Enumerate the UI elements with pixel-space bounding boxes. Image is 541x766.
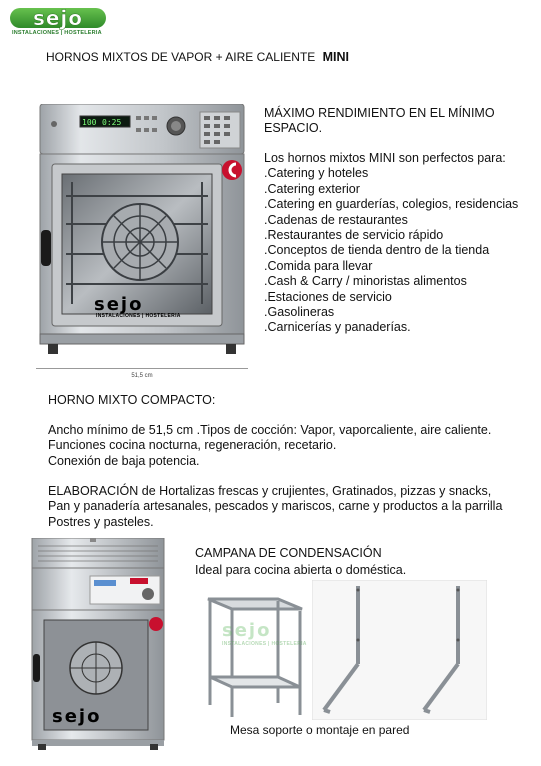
elaboration-keyword: ELABORACIÓN	[48, 484, 139, 498]
compact-heading: HORNO MIXTO COMPACTO:	[48, 393, 216, 407]
display-value-time: 0:25	[102, 118, 122, 127]
watermark-center-word: sejo	[222, 620, 272, 641]
oven-illustration	[36, 104, 248, 354]
stacked-oven-illustration	[30, 538, 166, 750]
hood-subtitle: Ideal para cocina abierta o doméstica.	[195, 563, 407, 577]
watermark-wordmark-2: sejo	[52, 706, 102, 727]
logo-tagline: INSTALACIONES | HOSTELERIA	[12, 30, 102, 36]
uses-list	[264, 151, 518, 336]
elaboration-line3: Postres y pasteles.	[48, 514, 154, 529]
oven-dimension	[36, 362, 248, 379]
elaboration-line2: Pan y panadería artesanales, pescados y mariscos, carne y productos a la parrilla	[48, 499, 503, 514]
uses-list-intro: Los hornos mixtos MINI son perfectos para:	[264, 151, 506, 165]
list-item: .Catering exterior	[264, 181, 360, 196]
intro-heading-line2: ESPACIO.	[264, 121, 323, 135]
watermark-wordmark: sejo	[94, 294, 144, 315]
page-title-text: HORNOS MIXTOS DE VAPOR + AIRE CALIENTE	[46, 50, 316, 64]
display-value-temp: 100	[82, 118, 97, 127]
dimension-label: 51,5 cm	[131, 373, 153, 379]
compact-description	[48, 423, 491, 469]
elaboration-line1-text: de Hortalizas frescas y crujientes, Gratinados, pizzas y snacks,	[138, 484, 492, 498]
list-item: .Carnicerías y panaderías.	[264, 320, 411, 335]
hood-heading: CAMPANA DE CONDENSACIÓN	[195, 546, 382, 560]
hood-caption: Mesa soporte o montaje en pared	[230, 723, 410, 737]
intro-heading	[264, 106, 495, 136]
intro-heading-line1: MÁXIMO RENDIMIENTO EN EL MÍNIMO	[264, 106, 495, 120]
watermark-center-tagline: INSTALACIONES | HOSTELERIA	[222, 641, 307, 647]
list-item: .Cadenas de restaurantes	[264, 212, 408, 227]
watermark-tagline: INSTALACIONES | HOSTELERIA	[96, 313, 181, 319]
list-item: .Catering en guarderías, colegios, residencias	[264, 197, 519, 212]
watermark-center	[222, 620, 307, 647]
compact-line: Ancho mínimo de 51,5 cm .Tipos de cocción: Vapor, vaporcaliente, aire caliente.	[48, 423, 492, 437]
elaboration-line1	[48, 484, 502, 499]
list-item: .Estaciones de servicio	[264, 289, 392, 304]
support-table-illustration	[198, 585, 308, 725]
list-item: .Gasolineras	[264, 305, 335, 320]
list-item: .Cash & Carry / minoristas alimentos	[264, 274, 467, 289]
wall-mount-illustration	[312, 580, 487, 720]
list-item: .Catering y hoteles	[264, 166, 369, 181]
brand-logo	[10, 8, 110, 38]
compact-line: Conexión de baja potencia.	[48, 453, 200, 468]
page-title	[46, 50, 349, 64]
compact-line: Funciones cocina nocturna, regeneración, recetario.	[48, 438, 337, 453]
list-item: .Restaurantes de servicio rápido	[264, 228, 444, 243]
list-item: .Comida para llevar	[264, 258, 373, 273]
logo-wordmark: sejo	[10, 8, 106, 28]
page-title-emphasis: MINI	[322, 50, 350, 64]
elaboration-paragraph	[48, 484, 502, 530]
list-item: .Conceptos de tienda dentro de la tienda	[264, 243, 490, 258]
dimension-line	[36, 368, 248, 369]
